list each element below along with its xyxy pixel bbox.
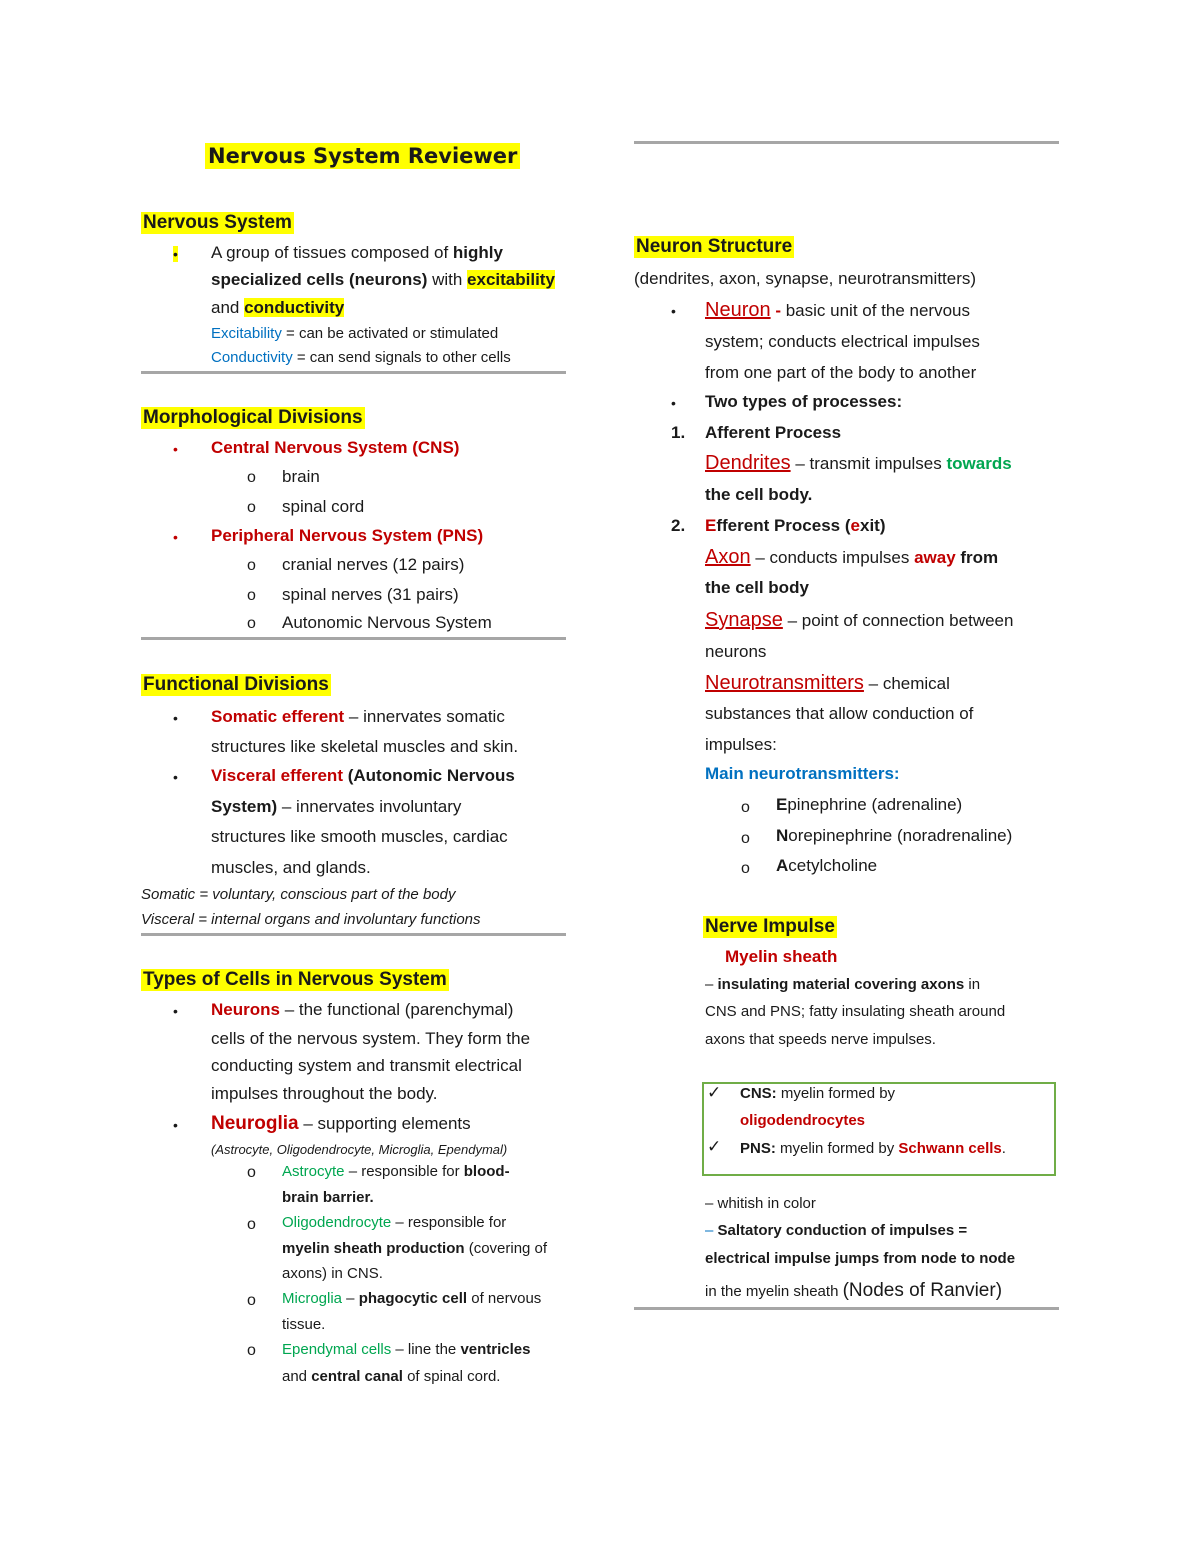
neurons-line-2: cells of the nervous system. They form the xyxy=(211,1029,531,1048)
astrocyte-line-1: Astrocyte – responsible for blood- xyxy=(282,1163,510,1180)
neurotransmitter-item: Norepinephrine (noradrenaline) xyxy=(776,826,1013,845)
conductivity-definition: Conductivity = can send signals to other cells xyxy=(211,349,511,366)
visceral-note: Visceral = internal organs and involuntary functions xyxy=(141,911,481,928)
section-heading-morphological: Morphological Divisions xyxy=(143,407,363,428)
bullet-icon: • xyxy=(173,529,178,545)
ns-line-2: specialized cells (neurons) with excitability xyxy=(211,270,555,289)
somatic-note: Somatic = voluntary, conscious part of the body xyxy=(141,886,456,903)
neurons-line-3: conducting system and transmit electrical xyxy=(211,1056,522,1075)
neurons-line-1: Neurons – the functional (parenchymal) xyxy=(211,1000,514,1019)
sub-bullet-icon: o xyxy=(741,860,750,877)
saltatory-line-3: in the myelin sheath (Nodes of Ranvier) xyxy=(705,1280,1003,1301)
pns-item: Peripheral Nervous System (PNS) xyxy=(211,526,484,545)
section-heading-cell-types: Types of Cells in Nervous System xyxy=(143,969,447,990)
astrocyte-line-2: brain barrier. xyxy=(282,1189,374,1206)
list-number: 2. xyxy=(671,516,686,535)
neurotransmitter-item: Acetylcholine xyxy=(776,856,878,875)
neuron-line-2: system; conducts electrical impulses xyxy=(705,332,980,351)
neurons-line-4: impulses throughout the body. xyxy=(211,1084,438,1103)
section-heading-neuron-structure: Neuron Structure xyxy=(636,236,793,257)
myelin-sheath-heading: Myelin sheath xyxy=(725,947,838,966)
visceral-line-3: structures like smooth muscles, cardiac xyxy=(211,827,508,846)
cns-item: Central Nervous System (CNS) xyxy=(211,438,460,457)
oligodendrocyte-line-1: Oligodendrocyte – responsible for xyxy=(282,1214,507,1231)
pns-sub-item: cranial nerves (12 pairs) xyxy=(282,555,465,574)
dendrites-line-2: the cell body. xyxy=(705,485,813,504)
sub-bullet-icon: o xyxy=(247,469,256,486)
microglia-line-2: tissue. xyxy=(282,1316,326,1333)
somatic-line-1: Somatic efferent – innervates somatic xyxy=(211,707,505,726)
visceral-line-1: Visceral efferent (Autonomic Nervous xyxy=(211,766,515,785)
afferent-heading: Afferent Process xyxy=(705,423,842,442)
saltatory-line-1: – Saltatory conduction of impulses = xyxy=(705,1222,968,1239)
sub-bullet-icon: o xyxy=(247,1164,256,1181)
synapse-line-1: Synapse – point of connection between xyxy=(705,609,1014,631)
neurotransmitters-line-2: substances that allow conduction of xyxy=(705,704,974,723)
visceral-line-4: muscles, and glands. xyxy=(211,858,371,877)
cns-myelin-line-1: CNS: myelin formed by xyxy=(740,1085,896,1102)
list-number: 1. xyxy=(671,423,686,442)
ependymal-line-1: Ependymal cells – line the ventricles xyxy=(282,1341,531,1358)
oligodendrocyte-line-2: myelin sheath production (covering of xyxy=(282,1240,548,1257)
section-heading-nerve-impulse: Nerve Impulse xyxy=(705,916,835,937)
visceral-line-2: System) – innervates involuntary xyxy=(211,797,462,816)
sub-bullet-icon: o xyxy=(247,1292,256,1309)
main-neurotransmitters-heading: Main neurotransmitters: xyxy=(705,764,900,783)
cns-sub-item: spinal cord xyxy=(282,497,365,516)
check-icon: ✓ xyxy=(707,1083,722,1102)
saltatory-line-2: electrical impulse jumps from node to node xyxy=(705,1250,1016,1267)
bullet-icon: • xyxy=(173,1117,178,1133)
bullet-icon: • xyxy=(173,246,178,262)
neuroglia-list: (Astrocyte, Oligodendrocyte, Microglia, Ependymal) xyxy=(211,1142,508,1157)
ns-line-1: A group of tissues composed of highly xyxy=(211,243,503,262)
sub-bullet-icon: o xyxy=(247,1342,256,1359)
myelin-line-1: – insulating material covering axons in xyxy=(705,976,981,993)
check-icon: ✓ xyxy=(707,1137,722,1156)
page-title: Nervous System Reviewer xyxy=(205,143,520,169)
ependymal-line-2: and central canal of spinal cord. xyxy=(282,1368,501,1385)
axon-line-2: the cell body xyxy=(705,578,809,597)
bullet-icon: • xyxy=(173,1003,178,1019)
synapse-line-2: neurons xyxy=(705,642,767,661)
myelin-line-2: CNS and PNS; fatty insulating sheath around xyxy=(705,1003,1006,1020)
whitish-line: – whitish in color xyxy=(705,1195,816,1212)
pns-sub-item: spinal nerves (31 pairs) xyxy=(282,585,459,604)
neuron-line-1: Neuron - basic unit of the nervous xyxy=(705,299,970,321)
bullet-icon: • xyxy=(173,441,178,457)
bullet-icon: • xyxy=(173,710,178,726)
section-divider xyxy=(141,933,566,936)
somatic-line-2: structures like skeletal muscles and skin. xyxy=(211,737,519,756)
sub-bullet-icon: o xyxy=(741,799,750,816)
sub-bullet-icon: o xyxy=(247,1216,256,1233)
section-divider xyxy=(634,141,1059,144)
axon-line-1: Axon – conducts impulses away from xyxy=(705,546,999,568)
sub-bullet-icon: o xyxy=(247,557,256,574)
excitability-definition: Excitability = can be activated or stimulated xyxy=(211,325,499,342)
neuroglia-line-1: Neuroglia – supporting elements xyxy=(211,1113,471,1134)
myelin-line-3: axons that speeds nerve impulses. xyxy=(705,1031,936,1048)
pns-sub-item: Autonomic Nervous System xyxy=(282,613,492,632)
bullet-icon: • xyxy=(671,395,676,411)
sub-bullet-icon: o xyxy=(247,615,256,632)
sub-bullet-icon: o xyxy=(247,499,256,516)
cns-sub-item: brain xyxy=(282,467,320,486)
section-heading-functional: Functional Divisions xyxy=(143,674,329,695)
oligodendrocyte-line-3: axons) in CNS. xyxy=(282,1265,383,1282)
bullet-icon: • xyxy=(671,303,676,319)
sub-bullet-icon: o xyxy=(741,830,750,847)
sub-bullet-icon: o xyxy=(247,587,256,604)
cns-myelin-line-2: oligodendrocytes xyxy=(740,1112,866,1129)
two-types-heading: Two types of processes: xyxy=(705,392,903,411)
section-divider xyxy=(141,371,566,374)
section-divider xyxy=(634,1307,1059,1310)
efferent-heading: Efferent Process (exit) xyxy=(705,516,886,535)
neuron-line-3: from one part of the body to another xyxy=(705,363,977,382)
microglia-line-1: Microglia – phagocytic cell of nervous xyxy=(282,1290,542,1307)
neurotransmitter-item: Epinephrine (adrenaline) xyxy=(776,795,963,814)
bullet-icon: • xyxy=(173,769,178,785)
neurotransmitters-line-3: impulses: xyxy=(705,735,777,754)
section-divider xyxy=(141,637,566,640)
pns-myelin-line: PNS: myelin formed by Schwann cells. xyxy=(740,1140,1006,1157)
ns-line-3: and conductivity xyxy=(211,298,345,317)
section-heading-nervous-system: Nervous System xyxy=(143,212,292,233)
neuron-structure-subtitle: (dendrites, axon, synapse, neurotransmitters) xyxy=(634,269,977,288)
neurotransmitters-line-1: Neurotransmitters – chemical xyxy=(705,672,950,694)
dendrites-line-1: Dendrites – transmit impulses towards xyxy=(705,452,1012,474)
